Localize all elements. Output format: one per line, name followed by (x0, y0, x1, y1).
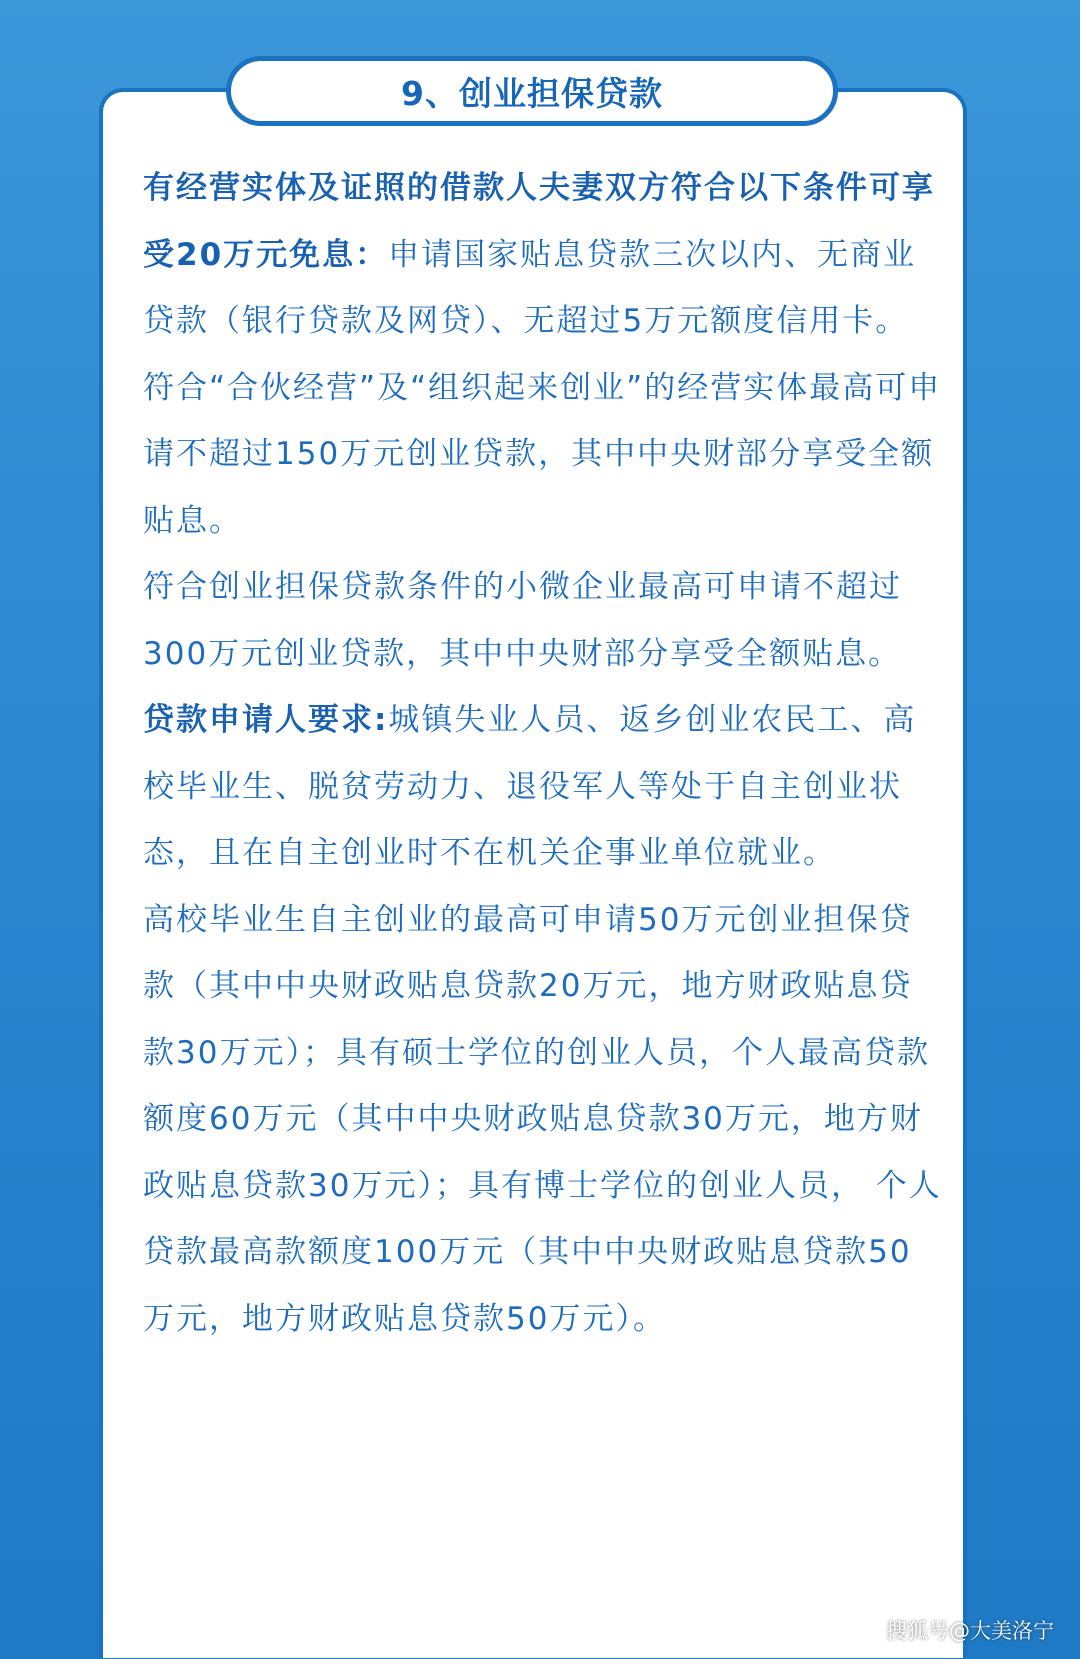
paragraph-heading: 有经营实体及证照的借款人夫妻双方符合以下条件可享受20万元免息： (143, 170, 935, 273)
paragraph-text: 符合创业担保贷款条件的小微企业最高可申请不超过300万元创业贷款，其中中央财部分享受全额贴息。 (143, 569, 902, 672)
paragraph-small-business (143, 554, 943, 687)
paragraph-text: 高校毕业生自主创业的最高可申请50万元创业担保贷款（其中中央财政贴息贷款20万元，地方财政贴息贷款30万元）；具有硕士学位的创业人员，个人最高贷款额度60万元（其中中央财政贴息贷款30万元，地方财政贴息贷款30万元）；具有博士学位的创业人员， 个人贷款最高款额度100万元（其中中央财政贴息贷款50万元，地方财政贴息贷款50万元）。 (143, 901, 942, 1337)
watermark: 搜狐号@大美洛宁 (886, 1619, 1054, 1643)
section-title: 9、创业担保贷款 (226, 56, 838, 126)
article-body (143, 155, 943, 1352)
paragraph-partnership (143, 355, 943, 555)
paragraph-applicant-requirements (143, 687, 943, 887)
paragraph-heading: 贷款申请人要求: (143, 702, 389, 738)
paragraph-text: 申请国家贴息贷款三次以内、无商业贷款（银行贷款及网贷）、无超过5万元额度信用卡。 (143, 236, 917, 339)
paragraph-text: 城镇失业人员、返乡创业农民工、高校毕业生、脱贫劳动力、退役军人等处于自主创业状态，且在自主创业时不在机关企事业单位就业。 (143, 702, 917, 871)
paragraph-graduates (143, 887, 943, 1353)
paragraph-eligibility (143, 155, 943, 355)
paragraph-text: 符合“合伙经营”及“组织起来创业”的经营实体最高可申请不超过150万元创业贷款，其中中央财部分享受全额贴息。 (143, 369, 942, 539)
